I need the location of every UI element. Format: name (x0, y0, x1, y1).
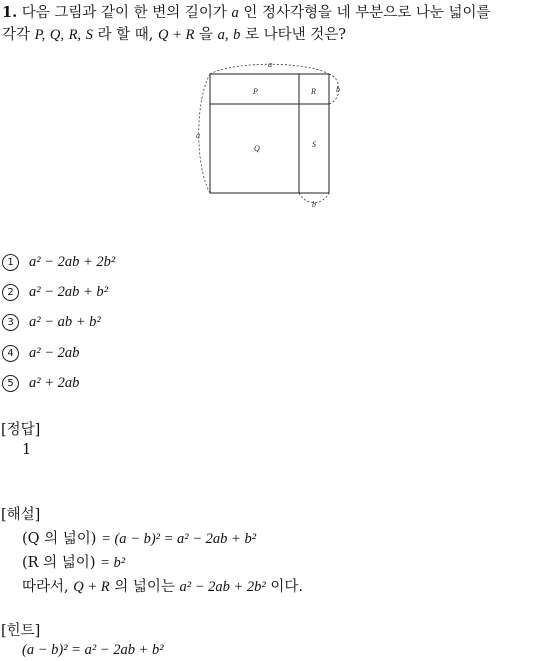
question-text-1b: 인 정사각형을 네 부분으로 나눈 넓이를 (243, 5, 491, 21)
question-text-2b: 라 할 때, (97, 27, 154, 43)
explanation-line-3 (22, 575, 303, 596)
dim-label-top: a (268, 60, 272, 69)
question-number: 1. (2, 4, 18, 21)
var-a: a (231, 5, 239, 21)
explanation-expr-qr: Q + R (73, 579, 110, 595)
explanation-heading: [해설] (1, 507, 41, 523)
answer-value: 1 (22, 442, 32, 458)
var-q: Q, (49, 27, 64, 43)
choice-expr: a² − 2ab + b² (29, 284, 109, 300)
region-label-s: S (312, 140, 316, 149)
explanation-expr-1: = (a − b)² = a² − 2ab + b² (101, 531, 257, 547)
choice-expr: a² − 2ab (29, 345, 80, 361)
choice-mark: 3 (2, 314, 19, 331)
region-label-q: Q (254, 144, 260, 153)
choice-expr: a² + 2ab (29, 375, 80, 391)
region-label-r: R (311, 87, 316, 96)
choice-2[interactable] (2, 284, 108, 301)
dim-label-bottom: b (312, 200, 316, 209)
question-text-2a: 각각 (2, 27, 31, 43)
question-line-2 (2, 23, 346, 44)
explanation-expr-3: a² − 2ab + 2b² (179, 579, 266, 595)
question-line-1 (2, 1, 491, 22)
var-s: S (85, 27, 93, 43)
var-p: P, (34, 27, 46, 43)
explanation-label-q: (Q 의 넓이) (22, 531, 97, 547)
var-r: R, (68, 27, 82, 43)
question-text-2d: 로 나타낸 것은? (244, 27, 346, 43)
explanation-expr-2: = b² (100, 555, 126, 571)
hint-expr (22, 642, 164, 659)
explanation-label-r: (R 의 넓이) (22, 555, 96, 571)
region-label-p: P (253, 87, 258, 96)
dim-arc-left (199, 74, 210, 193)
expr-q-plus-r: Q + R (158, 27, 195, 43)
choice-mark: 1 (2, 254, 19, 271)
square-figure (190, 56, 350, 211)
answer-heading: [정답] (1, 422, 41, 438)
choice-mark: 2 (2, 284, 19, 301)
choice-expr: a² − 2ab + 2b² (29, 254, 116, 270)
choice-mark: 5 (2, 375, 19, 392)
question-text-2c: 을 (198, 27, 213, 43)
var-a-2: a, (217, 27, 229, 43)
var-b: b (233, 27, 241, 43)
hint-heading: [힌트] (1, 623, 41, 639)
question-text-1a: 다음 그림과 같이 한 변의 길이가 (21, 5, 227, 21)
explanation-text-3a: 따라서, (22, 579, 69, 595)
choice-5[interactable] (2, 375, 79, 392)
dim-label-left: a (196, 131, 200, 140)
explanation-line-2 (22, 551, 125, 572)
explanation-line-1 (22, 527, 256, 548)
choice-mark: 4 (2, 345, 19, 362)
choice-1[interactable] (2, 254, 115, 271)
choice-3[interactable] (2, 314, 101, 331)
dim-label-right: b (336, 85, 340, 94)
choice-4[interactable] (2, 345, 79, 362)
explanation-text-3b: 의 넓이는 (114, 579, 175, 595)
hint-expression: (a − b)² = a² − 2ab + b² (22, 642, 164, 658)
explanation-text-3c: 이다. (270, 579, 303, 595)
choice-expr: a² − ab + b² (29, 314, 101, 330)
